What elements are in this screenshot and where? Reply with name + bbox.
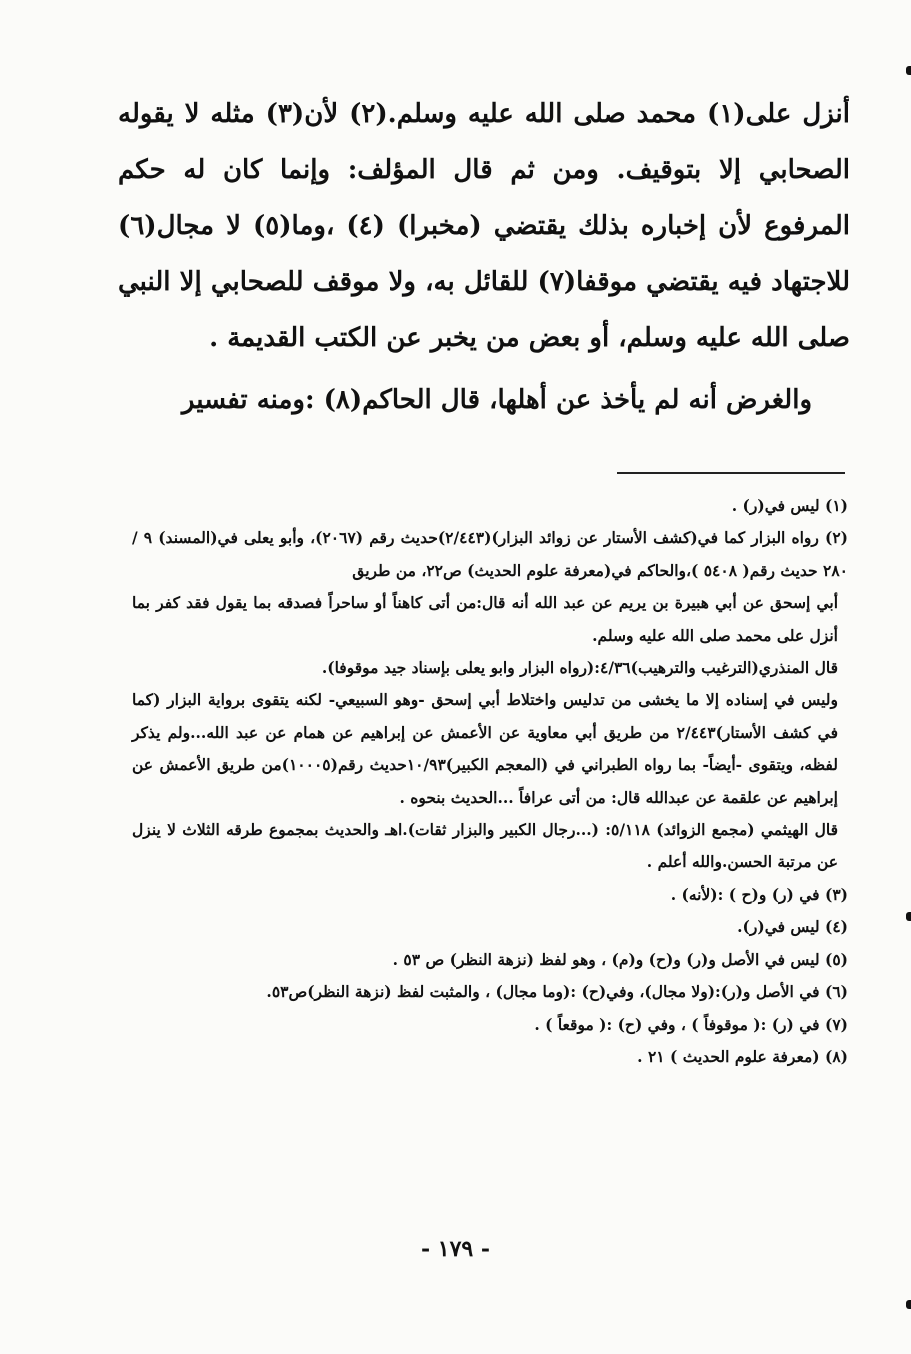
scan-edge-mark — [906, 1300, 911, 1309]
footnote-8: (٨) (معرفة علوم الحديث ) ٢١ . — [637, 1046, 848, 1066]
main-paragraph-2: والغرض أنه لم يأخذ عن أهلها، قال الحاكم(٨) :ومنه تفسير — [181, 385, 812, 415]
page-number: - ١٧٩ - — [420, 1236, 491, 1262]
footnote-separator — [617, 472, 845, 474]
footnote-6: (٦) في الأصل و(ر):(ولا مجال)، وفي(ح) :(وما مجال) ، والمثبت لفظ (نزهة النظر)ص٥٣. — [266, 982, 848, 1002]
footnote-2-continuation: وليس في إسناده إلا ما يخشى من تدليس واختلاط أبي إسحق -وهو السبيعي- لكنه يتقوى برواية البزار (كما في كشف الأستار)٢/٤٤٣ من طريق أبي معاوية عن الأعمش عن إبراهيم عن همام عن عبد الله...ولم يذكر لفظه، ويتقوى -أيضاً- بما رواه الطبراني في (المعجم الكبير)١٠/٩٣حديث رقم(١٠٠٠٥)من طريق الأعمش عن إبراهيم عن علقمة عن عبدالله قال: من أتى عرافاً ...الحديث بنحوه . — [132, 690, 838, 807]
footnotes — [132, 490, 848, 1073]
footnote-5: (٥) ليس في الأصل و(ر) و(ح) و(م) ، وهو لفظ (نزهة النظر) ص ٥٣ . — [392, 949, 848, 969]
footnote-2: (٢) رواه البزار كما في(كشف الأستار عن زوائد البزار)(٢/٤٤٣)حديث رقم (٢٠٦٧)، وأبو يعلى في(المسند) ٩ / ٢٨٠ حديث رقم( ٥٤٠٨ )،والحاكم في(معرفة علوم الحديث) ص٢٢، من طريق — [132, 528, 848, 580]
footnote-2-continuation: أبي إسحق عن أبي هبيرة بن يريم عن عبد الله أنه قال:من أتى كاهناً أو ساحراً فصدقه بما يقول فقد كفر بما أنزل على محمد صلى الله عليه وسلم. — [132, 593, 838, 645]
scan-edge-mark — [906, 912, 911, 921]
footnote-3: (٣) في (ر) و(ح ) :(لأنه) . — [670, 884, 848, 904]
footnote-7: (٧) في (ر) :( موقوفاً ) ، وفي (ح) :( موقعاً ) . — [534, 1014, 848, 1034]
footnote-4: (٤) ليس في(ر). — [737, 917, 848, 937]
footnote-2-continuation: قال المنذري(الترغيب والترهيب)٤/٣٦:(رواه البزار وابو يعلى بإسناد جيد موقوفا). — [321, 658, 838, 678]
main-text — [118, 86, 850, 428]
main-paragraph-1: أنزل على(١) محمد صلى الله عليه وسلم.(٢) لأن(٣) مثله لا يقوله الصحابي إلا بتوقيف. ومن ثم قال المؤلف: وإنما كان له حكم المرفوع لأن إخباره بذلك يقتضي (مخبرا) (٤) ،وما(٥) لا مجال(٦) للاجتهاد فيه يقتضي موقفا(٧) للقائل به، ولا موقف للصحابي إلا النبي صلى الله عليه وسلم، أو بعض من يخبر عن الكتب القديمة . — [118, 99, 851, 353]
footnote-1: (١) ليس في(ر) . — [731, 496, 848, 515]
scan-edge-mark — [906, 66, 911, 75]
footnote-2-continuation: قال الهيثمي (مجمع الزوائد) ٥/١١٨: (...رجال الكبير والبزار ثقات).اهـ والحديث بمجموع طرقه الثلاث لا ينزل عن مرتبة الحسن.والله أعلم . — [132, 820, 838, 872]
